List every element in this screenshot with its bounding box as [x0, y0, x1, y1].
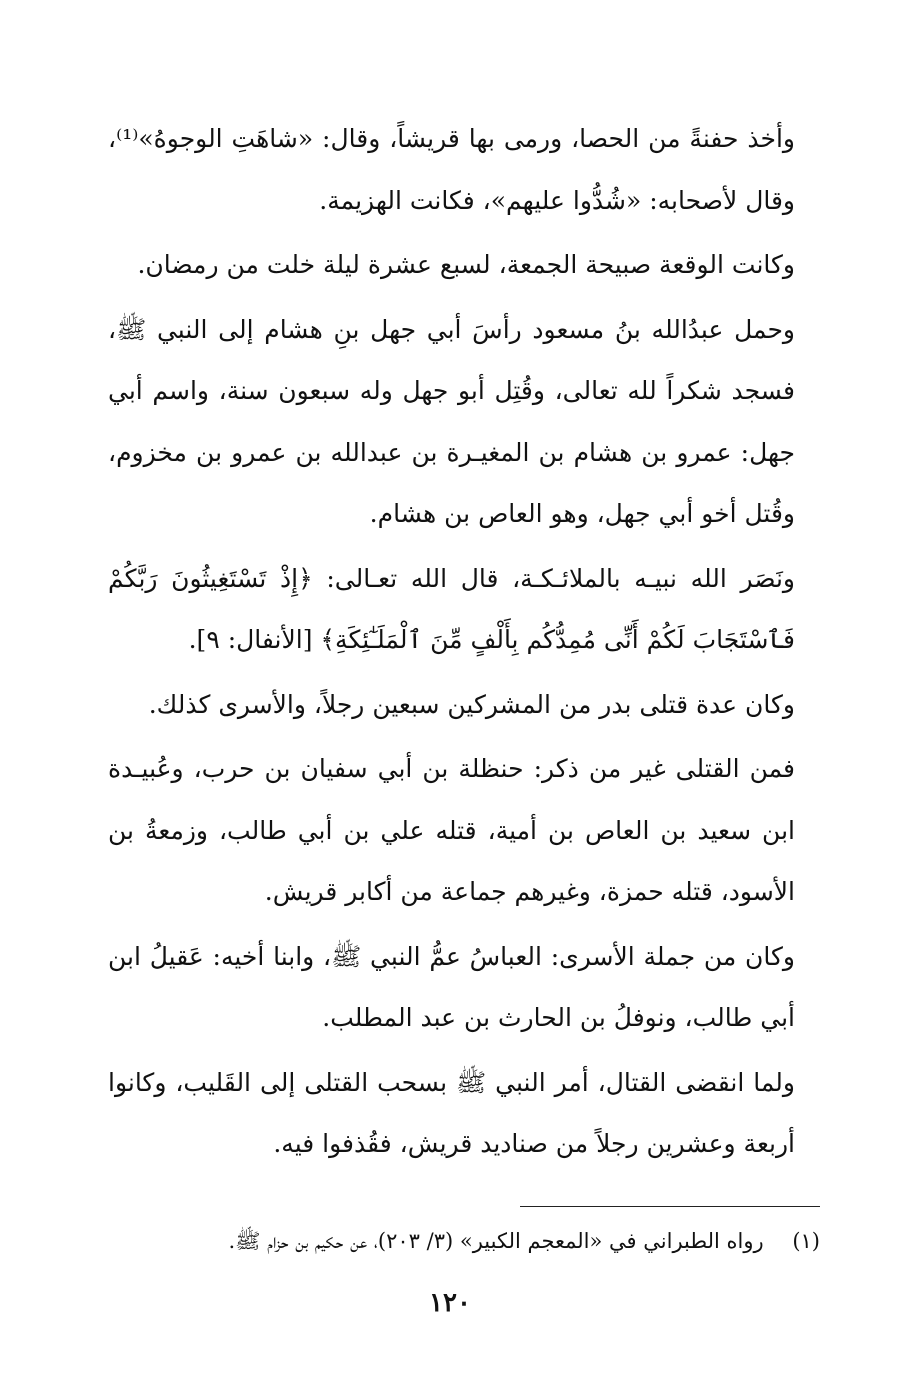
main-text — [108, 108, 823, 1178]
paragraph-4: ونَصَر الله نبيـه بالملائـكـة، قال الله تعـالى: ﴿إِذْ تَسْتَغِيثُونَ رَبَّكُمْ فَٱسْتَجَابَ لَكُمْ أَنِّى مُمِدُّكُم بِأَلْفٍ مِّنَ ٱلْمَلَـٰٓئِكَةِ﴾ [الأنفال: ٩]. — [108, 563, 795, 654]
paragraph-6: فمن القتلى غير من ذكر: حنظلة بن أبي سفيان بن حرب، وعُبيـدة ابن سعيد بن العاص بن أمية، قتله علي بن أبي طالب، وزمعةُ بن الأسود، قتله حمزة، وغيرهم جماعة من أكابر قريش. — [108, 754, 795, 906]
paragraph-1: وأخذ حفنةً من الحصا، ورمى بها قريشاً، وقال: «شاهَتِ الوجوهُ»⁽¹⁾، وقال لأصحابه: «شُدُّوا عليهم»، فكانت الهزيمة. — [108, 124, 795, 215]
paragraph-2: وكانت الوقعة صبيحة الجمعة، لسبع عشرة ليلة خلت من رمضان. — [137, 250, 795, 279]
footnote-number: (١) — [792, 1229, 820, 1253]
footnote-divider — [520, 1206, 820, 1207]
paragraph-5: وكان عدة قتلى بدر من المشركين سبعين رجلاً، والأسرى كذلك. — [148, 689, 795, 719]
paragraph-3: وحمل عبدُالله بنُ مسعود رأسَ أبي جهل بنِ هشام إلى النبي ﷺ، فسجد شكراً لله تعالى، وقُتِل أبو جهل وله سبعون سنة، واسم أبي جهل: عمرو بن هشام بن المغيـرة بن عبدالله بن عمرو بن مخزوم، وقُتل أخو أبي جهل، وهو العاص بن هشام. — [108, 314, 795, 528]
paragraph-7: وكان من جملة الأسرى: العباسُ عمُّ النبي ﷺ، وابنا أخيه: عَقيلُ ابن أبي طالب، ونوفلُ بن الحارث بن عبد المطلب. — [108, 941, 795, 1032]
footnote-text: رواه الطبراني في «المعجم الكبير» (٣/ ٢٠٣)، عن حكيم بن حزام ﷺ. — [228, 1229, 764, 1253]
footnote — [108, 1224, 820, 1258]
page-number: ١٢٠ — [429, 1288, 471, 1318]
paragraph-8: ولما انقضى القتال، أمر النبي ﷺ بسحب القتلى إلى القَليب، وكانوا أربعة وعشرين رجلاً من صناديد قريش، فقُذفوا فيه. — [108, 1067, 795, 1158]
